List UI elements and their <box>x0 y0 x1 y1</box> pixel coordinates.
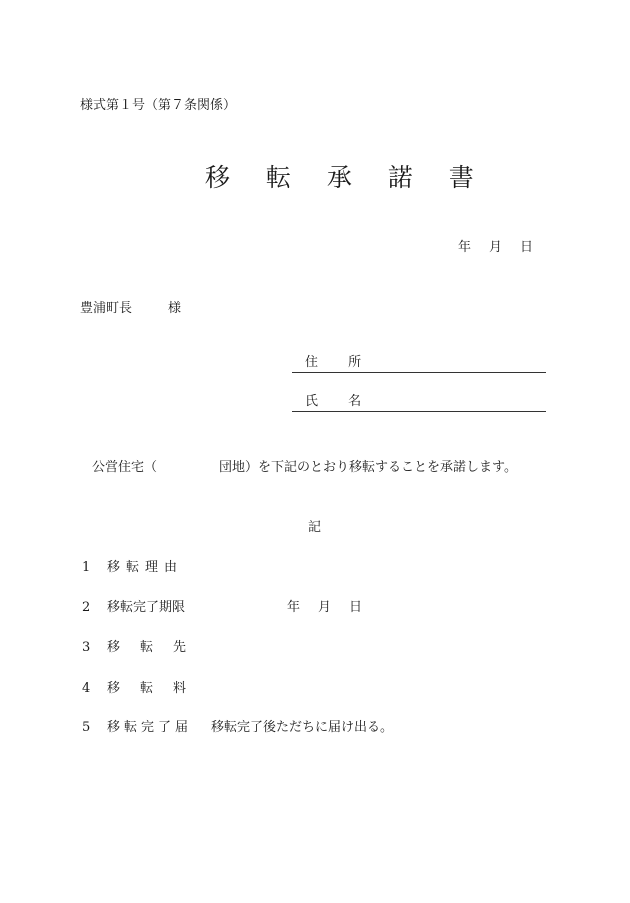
addressee <box>80 297 181 316</box>
item-value: 移転完了後ただちに届け出る。 <box>211 720 394 735</box>
item-label: 移転料 <box>107 681 207 696</box>
deadline-month-label: 月 <box>318 600 332 615</box>
deadline-year-label: 年 <box>287 600 301 615</box>
consent-statement <box>92 456 517 475</box>
ki-heading: 記 <box>308 520 322 535</box>
item-label: 移転完了届 <box>107 720 193 735</box>
address-field[interactable] <box>292 354 546 373</box>
list-item <box>82 716 393 735</box>
item-number: 2 <box>82 600 91 615</box>
address-label: 住 所 <box>305 355 375 370</box>
item-number: 4 <box>82 681 91 696</box>
item-label: 移転完了期限 <box>107 600 186 615</box>
date-year-label: 年 <box>458 240 472 255</box>
name-field[interactable] <box>292 393 546 412</box>
deadline-day-label: 日 <box>349 600 363 615</box>
date-month-label: 月 <box>489 240 503 255</box>
document-title: 移 転 承 諾 書 <box>205 163 488 192</box>
document-date <box>458 236 533 255</box>
item-number: 5 <box>82 720 91 735</box>
statement-suffix: 団地）を下記のとおり移転することを承諾します。 <box>219 460 517 475</box>
form-number: 様式第１号（第７条関係） <box>80 98 237 113</box>
date-day-label: 日 <box>520 240 534 255</box>
item-number: 1 <box>82 560 91 575</box>
list-item <box>82 596 362 615</box>
name-label: 氏 名 <box>305 394 375 409</box>
item-label: 移転理由 <box>107 560 184 575</box>
item-number: 3 <box>82 640 91 655</box>
addressee-honorific: 様 <box>168 301 182 316</box>
deadline-date <box>187 600 362 615</box>
statement-prefix: 公営住宅（ <box>92 460 158 475</box>
addressee-name: 豊浦町長 <box>80 301 133 316</box>
item-label: 移転先 <box>107 640 207 655</box>
list-item <box>82 677 206 696</box>
list-item <box>82 556 183 575</box>
list-item <box>82 636 206 655</box>
